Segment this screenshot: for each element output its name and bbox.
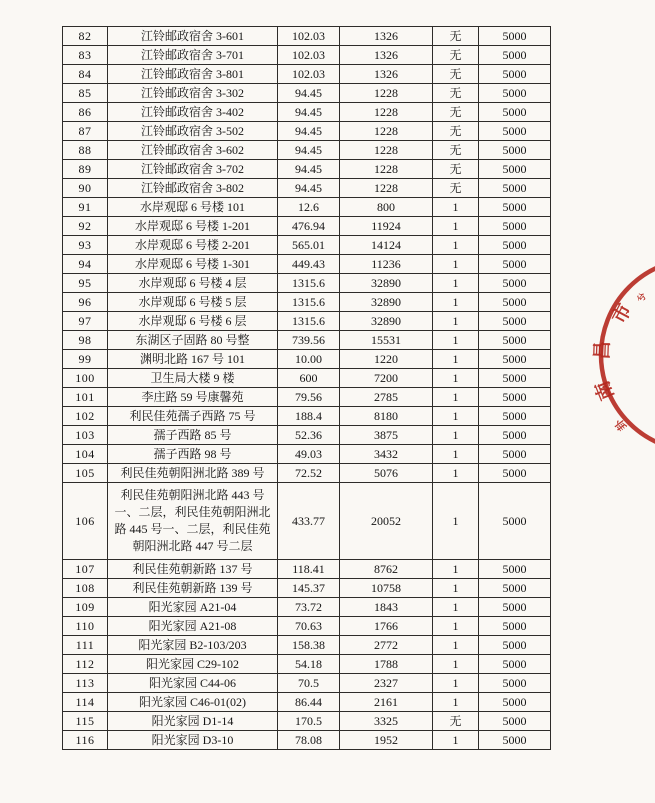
area-cell: 102.03 bbox=[278, 46, 340, 65]
amount-cell: 5000 bbox=[479, 693, 551, 712]
row-number-cell: 103 bbox=[63, 426, 108, 445]
table-row bbox=[63, 236, 551, 255]
area-cell: 72.52 bbox=[278, 464, 340, 483]
table-row bbox=[63, 331, 551, 350]
address-cell: 江铃邮政宿舍 3-302 bbox=[108, 84, 278, 103]
area-cell: 565.01 bbox=[278, 236, 340, 255]
flag-cell: 无 bbox=[433, 160, 479, 179]
area-cell: 600 bbox=[278, 369, 340, 388]
area-cell: 70.63 bbox=[278, 617, 340, 636]
flag-cell: 1 bbox=[433, 255, 479, 274]
value-cell: 32890 bbox=[340, 274, 433, 293]
row-number-cell: 98 bbox=[63, 331, 108, 350]
area-cell: 79.56 bbox=[278, 388, 340, 407]
flag-cell: 1 bbox=[433, 331, 479, 350]
area-cell: 54.18 bbox=[278, 655, 340, 674]
row-number-cell: 107 bbox=[63, 560, 108, 579]
table-row bbox=[63, 141, 551, 160]
area-cell: 94.45 bbox=[278, 141, 340, 160]
row-number-cell: 108 bbox=[63, 579, 108, 598]
seal-char-fragment: 兮 bbox=[635, 291, 650, 305]
value-cell: 1766 bbox=[340, 617, 433, 636]
amount-cell: 5000 bbox=[479, 731, 551, 750]
area-cell: 1315.6 bbox=[278, 293, 340, 312]
row-number-cell: 90 bbox=[63, 179, 108, 198]
value-cell: 7200 bbox=[340, 369, 433, 388]
table-row bbox=[63, 464, 551, 483]
area-cell: 476.94 bbox=[278, 217, 340, 236]
row-number-cell: 115 bbox=[63, 712, 108, 731]
amount-cell: 5000 bbox=[479, 65, 551, 84]
address-cell: 江铃邮政宿舍 3-801 bbox=[108, 65, 278, 84]
row-number-cell: 83 bbox=[63, 46, 108, 65]
address-cell: 利民佳苑孺子西路 75 号 bbox=[108, 407, 278, 426]
flag-cell: 1 bbox=[433, 560, 479, 579]
red-official-seal-stamp bbox=[535, 255, 655, 490]
flag-cell: 1 bbox=[433, 464, 479, 483]
seal-char-fragment: 卦 bbox=[612, 416, 630, 434]
address-cell: 孺子西路 85 号 bbox=[108, 426, 278, 445]
value-cell: 3875 bbox=[340, 426, 433, 445]
table-row bbox=[63, 255, 551, 274]
flag-cell: 1 bbox=[433, 731, 479, 750]
address-cell: 水岸观邸 6 号楼 4 层 bbox=[108, 274, 278, 293]
address-cell: 东湖区子固路 80 号整 bbox=[108, 331, 278, 350]
row-number-cell: 87 bbox=[63, 122, 108, 141]
value-cell: 1228 bbox=[340, 122, 433, 141]
flag-cell: 1 bbox=[433, 388, 479, 407]
table-row bbox=[63, 560, 551, 579]
value-cell: 2327 bbox=[340, 674, 433, 693]
value-cell: 1326 bbox=[340, 46, 433, 65]
amount-cell: 5000 bbox=[479, 122, 551, 141]
area-cell: 86.44 bbox=[278, 693, 340, 712]
table-row bbox=[63, 179, 551, 198]
address-cell: 江铃邮政宿舍 3-802 bbox=[108, 179, 278, 198]
row-number-cell: 97 bbox=[63, 312, 108, 331]
value-cell: 8762 bbox=[340, 560, 433, 579]
area-cell: 1315.6 bbox=[278, 312, 340, 331]
address-cell: 江铃邮政宿舍 3-502 bbox=[108, 122, 278, 141]
amount-cell: 5000 bbox=[479, 712, 551, 731]
value-cell: 1788 bbox=[340, 655, 433, 674]
value-cell: 3325 bbox=[340, 712, 433, 731]
address-cell: 江铃邮政宿舍 3-601 bbox=[108, 27, 278, 46]
flag-cell: 无 bbox=[433, 46, 479, 65]
value-cell: 1228 bbox=[340, 179, 433, 198]
amount-cell: 5000 bbox=[479, 331, 551, 350]
address-cell: 江铃邮政宿舍 3-602 bbox=[108, 141, 278, 160]
address-cell: 水岸观邸 6 号楼 101 bbox=[108, 198, 278, 217]
row-number-cell: 93 bbox=[63, 236, 108, 255]
table-row bbox=[63, 27, 551, 46]
value-cell: 2161 bbox=[340, 693, 433, 712]
value-cell: 2785 bbox=[340, 388, 433, 407]
address-cell: 利民佳苑朝新路 139 号 bbox=[108, 579, 278, 598]
table-row bbox=[63, 369, 551, 388]
address-cell: 水岸观邸 6 号楼 6 层 bbox=[108, 312, 278, 331]
amount-cell: 5000 bbox=[479, 46, 551, 65]
amount-cell: 5000 bbox=[479, 464, 551, 483]
amount-cell: 5000 bbox=[479, 655, 551, 674]
amount-cell: 5000 bbox=[479, 27, 551, 46]
table-row bbox=[63, 46, 551, 65]
value-cell: 2772 bbox=[340, 636, 433, 655]
value-cell: 32890 bbox=[340, 312, 433, 331]
table-row bbox=[63, 160, 551, 179]
address-cell: 利民佳苑朝阳洲北路 443 号一、二层，利民佳苑朝阳洲北路 445 号一、二层，利民佳苑朝阳洲北路 447 号二层 bbox=[108, 483, 278, 560]
area-cell: 145.37 bbox=[278, 579, 340, 598]
value-cell: 20052 bbox=[340, 483, 433, 560]
address-cell: 水岸观邸 6 号楼 1-301 bbox=[108, 255, 278, 274]
area-cell: 170.5 bbox=[278, 712, 340, 731]
address-cell: 阳光家园 C46-01(02) bbox=[108, 693, 278, 712]
flag-cell: 无 bbox=[433, 179, 479, 198]
address-cell: 江铃邮政宿舍 3-702 bbox=[108, 160, 278, 179]
flag-cell: 无 bbox=[433, 27, 479, 46]
area-cell: 94.45 bbox=[278, 84, 340, 103]
area-cell: 94.45 bbox=[278, 179, 340, 198]
amount-cell: 5000 bbox=[479, 350, 551, 369]
area-cell: 94.45 bbox=[278, 160, 340, 179]
amount-cell: 5000 bbox=[479, 179, 551, 198]
row-number-cell: 109 bbox=[63, 598, 108, 617]
area-cell: 102.03 bbox=[278, 27, 340, 46]
value-cell: 32890 bbox=[340, 293, 433, 312]
area-cell: 52.36 bbox=[278, 426, 340, 445]
row-number-cell: 105 bbox=[63, 464, 108, 483]
amount-cell: 5000 bbox=[479, 160, 551, 179]
table-row bbox=[63, 426, 551, 445]
address-cell: 李庄路 59 号康馨苑 bbox=[108, 388, 278, 407]
value-cell: 1220 bbox=[340, 350, 433, 369]
flag-cell: 1 bbox=[433, 293, 479, 312]
table-row bbox=[63, 617, 551, 636]
table-row bbox=[63, 693, 551, 712]
address-cell: 阳光家园 A21-08 bbox=[108, 617, 278, 636]
flag-cell: 1 bbox=[433, 312, 479, 331]
area-cell: 10.00 bbox=[278, 350, 340, 369]
amount-cell: 5000 bbox=[479, 103, 551, 122]
amount-cell: 5000 bbox=[479, 407, 551, 426]
row-number-cell: 99 bbox=[63, 350, 108, 369]
flag-cell: 无 bbox=[433, 103, 479, 122]
amount-cell: 5000 bbox=[479, 274, 551, 293]
row-number-cell: 96 bbox=[63, 293, 108, 312]
row-number-cell: 84 bbox=[63, 65, 108, 84]
value-cell: 10758 bbox=[340, 579, 433, 598]
value-cell: 11924 bbox=[340, 217, 433, 236]
flag-cell: 1 bbox=[433, 617, 479, 636]
value-cell: 1228 bbox=[340, 141, 433, 160]
area-cell: 70.5 bbox=[278, 674, 340, 693]
amount-cell: 5000 bbox=[479, 617, 551, 636]
value-cell: 15531 bbox=[340, 331, 433, 350]
flag-cell: 无 bbox=[433, 84, 479, 103]
flag-cell: 1 bbox=[433, 198, 479, 217]
table-row bbox=[63, 217, 551, 236]
address-cell: 江铃邮政宿舍 3-402 bbox=[108, 103, 278, 122]
amount-cell: 5000 bbox=[479, 598, 551, 617]
amount-cell: 5000 bbox=[479, 674, 551, 693]
row-number-cell: 102 bbox=[63, 407, 108, 426]
area-cell: 73.72 bbox=[278, 598, 340, 617]
area-cell: 118.41 bbox=[278, 560, 340, 579]
address-cell: 江铃邮政宿舍 3-701 bbox=[108, 46, 278, 65]
table-row bbox=[63, 350, 551, 369]
flag-cell: 1 bbox=[433, 693, 479, 712]
flag-cell: 1 bbox=[433, 483, 479, 560]
table-row bbox=[63, 388, 551, 407]
flag-cell: 无 bbox=[433, 122, 479, 141]
asset-table bbox=[62, 26, 551, 750]
row-number-cell: 110 bbox=[63, 617, 108, 636]
table-row bbox=[63, 655, 551, 674]
amount-cell: 5000 bbox=[479, 369, 551, 388]
area-cell: 1315.6 bbox=[278, 274, 340, 293]
address-cell: 渊明北路 167 号 101 bbox=[108, 350, 278, 369]
flag-cell: 无 bbox=[433, 65, 479, 84]
area-cell: 12.6 bbox=[278, 198, 340, 217]
row-number-cell: 92 bbox=[63, 217, 108, 236]
table-row bbox=[63, 674, 551, 693]
row-number-cell: 111 bbox=[63, 636, 108, 655]
flag-cell: 1 bbox=[433, 369, 479, 388]
amount-cell: 5000 bbox=[479, 217, 551, 236]
address-cell: 水岸观邸 6 号楼 5 层 bbox=[108, 293, 278, 312]
flag-cell: 1 bbox=[433, 598, 479, 617]
flag-cell: 1 bbox=[433, 236, 479, 255]
flag-cell: 1 bbox=[433, 350, 479, 369]
value-cell: 800 bbox=[340, 198, 433, 217]
table-row bbox=[63, 483, 551, 560]
amount-cell: 5000 bbox=[479, 579, 551, 598]
table-row bbox=[63, 598, 551, 617]
row-number-cell: 101 bbox=[63, 388, 108, 407]
amount-cell: 5000 bbox=[479, 483, 551, 560]
row-number-cell: 94 bbox=[63, 255, 108, 274]
table-row bbox=[63, 407, 551, 426]
address-cell: 孺子西路 98 号 bbox=[108, 445, 278, 464]
value-cell: 1952 bbox=[340, 731, 433, 750]
amount-cell: 5000 bbox=[479, 198, 551, 217]
amount-cell: 5000 bbox=[479, 312, 551, 331]
row-number-cell: 116 bbox=[63, 731, 108, 750]
table-row bbox=[63, 293, 551, 312]
flag-cell: 1 bbox=[433, 674, 479, 693]
amount-cell: 5000 bbox=[479, 636, 551, 655]
address-cell: 水岸观邸 6 号楼 2-201 bbox=[108, 236, 278, 255]
value-cell: 3432 bbox=[340, 445, 433, 464]
row-number-cell: 88 bbox=[63, 141, 108, 160]
amount-cell: 5000 bbox=[479, 236, 551, 255]
table-row bbox=[63, 712, 551, 731]
value-cell: 1326 bbox=[340, 65, 433, 84]
row-number-cell: 113 bbox=[63, 674, 108, 693]
area-cell: 94.45 bbox=[278, 103, 340, 122]
amount-cell: 5000 bbox=[479, 84, 551, 103]
value-cell: 1326 bbox=[340, 27, 433, 46]
seal-char: 南 bbox=[591, 377, 619, 404]
address-cell: 阳光家园 D3-10 bbox=[108, 731, 278, 750]
value-cell: 1843 bbox=[340, 598, 433, 617]
value-cell: 1228 bbox=[340, 84, 433, 103]
row-number-cell: 114 bbox=[63, 693, 108, 712]
amount-cell: 5000 bbox=[479, 255, 551, 274]
table-row bbox=[63, 579, 551, 598]
flag-cell: 1 bbox=[433, 426, 479, 445]
area-cell: 78.08 bbox=[278, 731, 340, 750]
value-cell: 8180 bbox=[340, 407, 433, 426]
value-cell: 5076 bbox=[340, 464, 433, 483]
seal-char: 昌 bbox=[591, 340, 614, 361]
amount-cell: 5000 bbox=[479, 141, 551, 160]
area-cell: 102.03 bbox=[278, 65, 340, 84]
area-cell: 433.77 bbox=[278, 483, 340, 560]
area-cell: 739.56 bbox=[278, 331, 340, 350]
address-cell: 阳光家园 B2-103/203 bbox=[108, 636, 278, 655]
flag-cell: 1 bbox=[433, 579, 479, 598]
seal-arc-graphic bbox=[535, 255, 655, 490]
table-row bbox=[63, 65, 551, 84]
flag-cell: 1 bbox=[433, 636, 479, 655]
flag-cell: 1 bbox=[433, 274, 479, 293]
value-cell: 1228 bbox=[340, 160, 433, 179]
row-number-cell: 104 bbox=[63, 445, 108, 464]
flag-cell: 1 bbox=[433, 655, 479, 674]
row-number-cell: 106 bbox=[63, 483, 108, 560]
amount-cell: 5000 bbox=[479, 293, 551, 312]
flag-cell: 1 bbox=[433, 217, 479, 236]
value-cell: 14124 bbox=[340, 236, 433, 255]
address-cell: 阳光家园 D1-14 bbox=[108, 712, 278, 731]
amount-cell: 5000 bbox=[479, 426, 551, 445]
row-number-cell: 112 bbox=[63, 655, 108, 674]
flag-cell: 1 bbox=[433, 445, 479, 464]
area-cell: 158.38 bbox=[278, 636, 340, 655]
flag-cell: 1 bbox=[433, 407, 479, 426]
table-row bbox=[63, 274, 551, 293]
value-cell: 11236 bbox=[340, 255, 433, 274]
address-cell: 利民佳苑朝新路 137 号 bbox=[108, 560, 278, 579]
seal-char: 市 bbox=[607, 300, 637, 328]
area-cell: 49.03 bbox=[278, 445, 340, 464]
table-row bbox=[63, 198, 551, 217]
row-number-cell: 89 bbox=[63, 160, 108, 179]
row-number-cell: 86 bbox=[63, 103, 108, 122]
table-row bbox=[63, 122, 551, 141]
table-row bbox=[63, 636, 551, 655]
area-cell: 449.43 bbox=[278, 255, 340, 274]
amount-cell: 5000 bbox=[479, 560, 551, 579]
table-row bbox=[63, 312, 551, 331]
table-row bbox=[63, 445, 551, 464]
table-row bbox=[63, 84, 551, 103]
row-number-cell: 100 bbox=[63, 369, 108, 388]
address-cell: 利民佳苑朝阳洲北路 389 号 bbox=[108, 464, 278, 483]
amount-cell: 5000 bbox=[479, 445, 551, 464]
row-number-cell: 85 bbox=[63, 84, 108, 103]
address-cell: 阳光家园 A21-04 bbox=[108, 598, 278, 617]
row-number-cell: 91 bbox=[63, 198, 108, 217]
area-cell: 94.45 bbox=[278, 122, 340, 141]
table-row bbox=[63, 103, 551, 122]
flag-cell: 无 bbox=[433, 141, 479, 160]
address-cell: 水岸观邸 6 号楼 1-201 bbox=[108, 217, 278, 236]
flag-cell: 无 bbox=[433, 712, 479, 731]
address-cell: 卫生局大楼 9 楼 bbox=[108, 369, 278, 388]
table-body bbox=[63, 27, 551, 750]
table-row bbox=[63, 731, 551, 750]
row-number-cell: 82 bbox=[63, 27, 108, 46]
address-cell: 阳光家园 C44-06 bbox=[108, 674, 278, 693]
address-cell: 阳光家园 C29-102 bbox=[108, 655, 278, 674]
amount-cell: 5000 bbox=[479, 388, 551, 407]
area-cell: 188.4 bbox=[278, 407, 340, 426]
value-cell: 1228 bbox=[340, 103, 433, 122]
row-number-cell: 95 bbox=[63, 274, 108, 293]
